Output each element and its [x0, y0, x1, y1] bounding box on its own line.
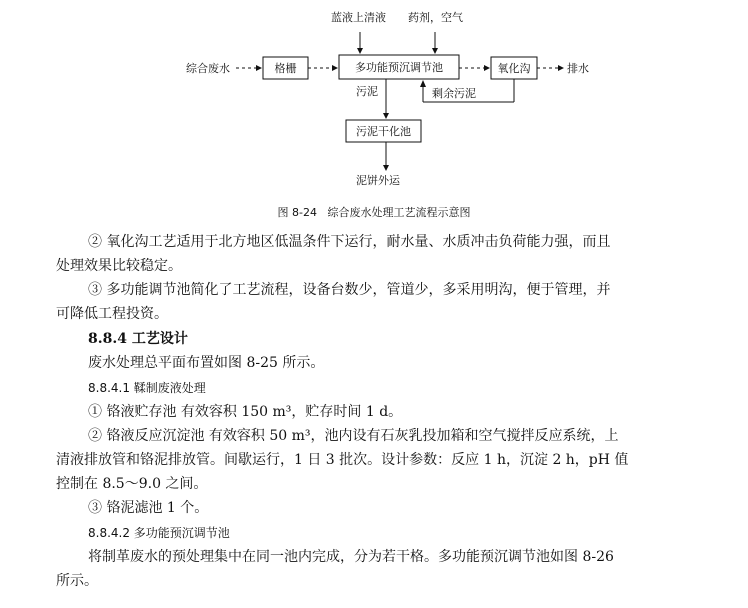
multifunction-pool-label: 多功能预沉调节池: [355, 61, 443, 74]
subsection-heading-multifunction-pool: 8.8.4.2 多功能预沉调节池: [88, 526, 230, 540]
discharge-label: 排水: [567, 62, 589, 75]
inflow-arrowhead: [256, 65, 262, 71]
paragraph-oxidation-ditch-line2: 处理效果比较稳定。: [56, 258, 182, 274]
sludge-arrowhead: [383, 113, 389, 119]
drying-bed-label: 污泥干化池: [356, 125, 411, 138]
item-chrome-storage: ① 铬液贮存池 有效容积 150 m³，贮存时间 1 d。: [88, 404, 403, 420]
paragraph-oxidation-ditch-line1: ② 氧化沟工艺适用于北方地区低温条件下运行，耐水量、水质冲击负荷能力强，而且: [88, 234, 611, 250]
oxidation-ditch-label: 氧化沟: [497, 62, 531, 75]
paragraph-pretreatment-line1: 将制革废水的预处理集中在同一池内完成，分为若干格。多功能预沉调节池如图 8-26: [88, 549, 614, 565]
section-heading-process-design: 8.8.4 工艺设计: [88, 331, 188, 347]
return-sludge-label: 剩余污泥: [432, 87, 476, 100]
figure-caption: 图 8-24 综合废水处理工艺流程示意图: [277, 206, 471, 219]
return-sludge-arrowhead: [420, 80, 426, 87]
paragraph-multifunction-pool-line2: 可降低工程投资。: [56, 306, 168, 322]
supernatant-arrowhead: [357, 48, 363, 54]
sludge-cake-label: 泥饼外运: [356, 174, 400, 187]
screen-to-pool-arrowhead: [332, 65, 338, 71]
pool-to-ditch-arrowhead: [484, 65, 490, 71]
chemicals-arrowhead: [432, 48, 438, 54]
item-chrome-reaction-line3: 控制在 8.5～9.0 之间。: [56, 476, 208, 492]
subsection-heading-tanning-waste: 8.8.4.1 鞣制废液处理: [88, 381, 206, 395]
top-input-chemicals-label: 药剂，空气: [408, 11, 463, 24]
item-chrome-reaction-line2: 清液排放管和铬泥排放管。间歇运行，1 日 3 批次。设计参数：反应 1 h，沉淀 2 h，pH 值: [56, 452, 629, 468]
paragraph-multifunction-pool-line1: ③ 多功能调节池简化了工艺流程，设备台数少，管道少，多采用明沟，便于管理，并: [88, 282, 611, 298]
paragraph-pretreatment-line2: 所示。: [56, 573, 98, 589]
item-chrome-reaction-line1: ② 铬液反应沉淀池 有效容积 50 m³，池内设有石灰乳投加箱和空气搅拌反应系统，上: [88, 428, 619, 444]
process-flow-diagram: [0, 0, 748, 200]
cake-arrowhead: [383, 165, 389, 171]
top-input-supernatant-label: 蓝液上清液: [331, 11, 386, 24]
inflow-label: 综合废水: [186, 62, 230, 75]
discharge-arrowhead: [558, 65, 564, 71]
screen-label: 格栅: [274, 62, 297, 75]
paragraph-layout: 废水处理总平面布置如图 8-25 所示。: [88, 355, 325, 371]
item-chrome-filter: ③ 铬泥滤池 1 个。: [88, 500, 209, 516]
sludge-label: 污泥: [356, 85, 378, 98]
